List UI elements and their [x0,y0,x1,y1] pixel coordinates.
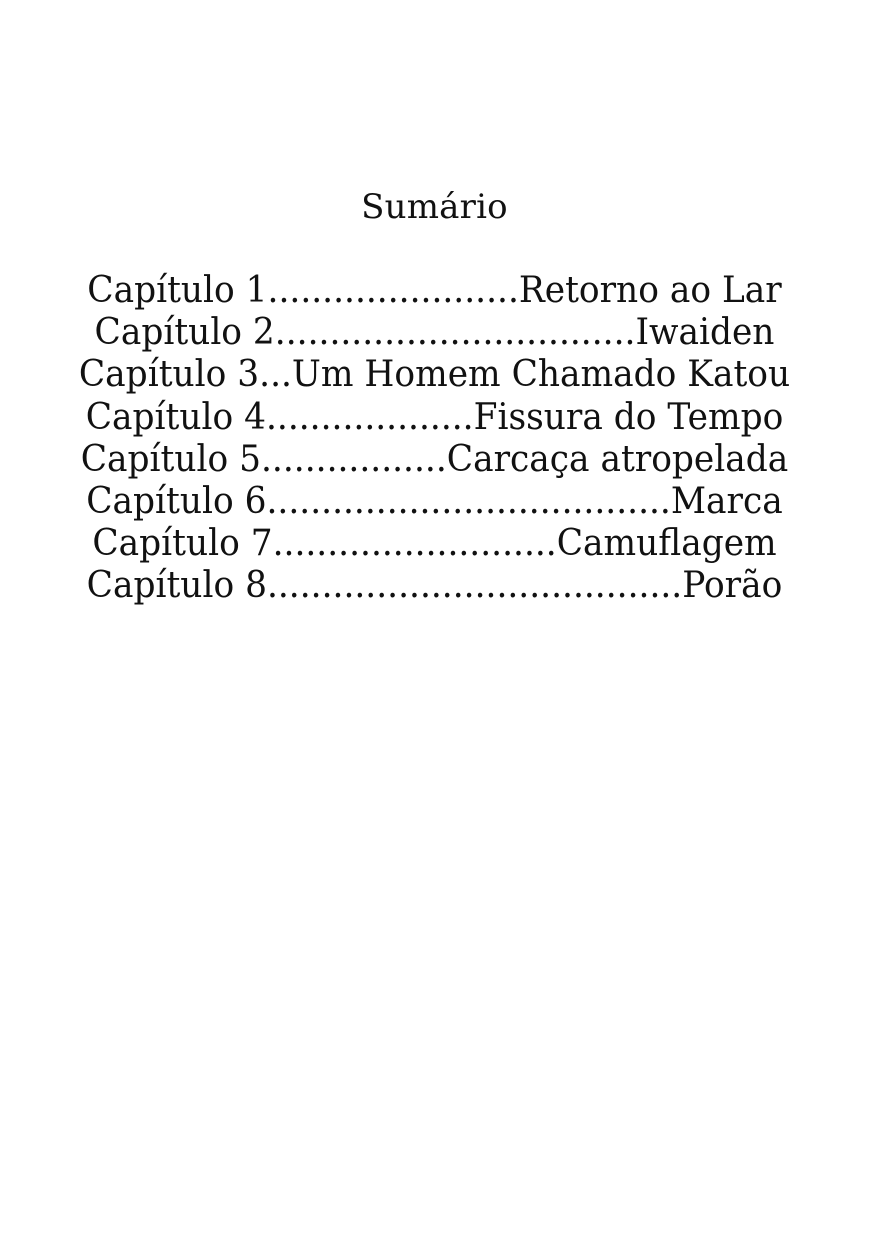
toc-entry-chapter-2: Capítulo 2.................................Iwaiden [94,312,775,354]
toc-entry-chapter-7: Capítulo 7..........................Camuflagem [92,523,777,565]
toc-entry-chapter-8: Capítulo 8......................................Porão [86,565,783,607]
toc-entry-chapter-3: Capítulo 3...Um Homem Chamado Katou [78,354,791,396]
toc-entry-chapter-5: Capítulo 5.................Carcaça atropelada [80,438,789,480]
toc-entry-chapter-6: Capítulo 6.....................................Marca [86,481,783,523]
toc-entry-chapter-1: Capítulo 1.......................Retorno ao Lar [87,270,782,311]
table-of-contents [0,270,869,608]
page-title: Sumário [361,187,508,227]
toc-entry-chapter-4: Capítulo 4...................Fissura do Tempo [85,396,784,438]
